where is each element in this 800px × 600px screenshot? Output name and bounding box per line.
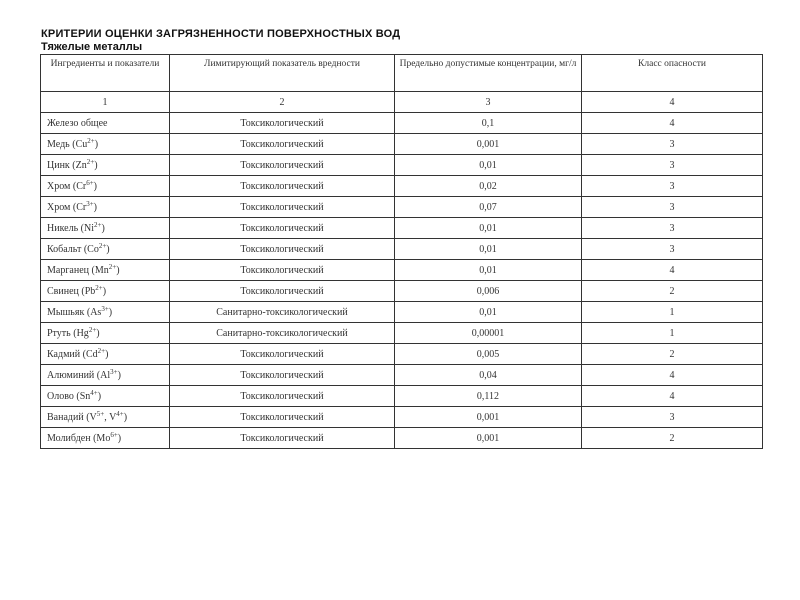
mpc-cell: 0,02 [395,176,582,197]
limiting-index-cell: Токсикологический [170,386,395,407]
limiting-index-cell: Токсикологический [170,134,395,155]
ingredient-name: Ванадий [47,411,84,423]
mpc-cell: 0,01 [395,218,582,239]
ion-symbol: Cd [85,348,98,360]
page-heading [41,28,400,54]
limiting-index-cell: Токсикологический [170,428,395,449]
ingredient-name: Хром [47,180,71,192]
hazard-class-cell: 4 [582,113,763,134]
table-row [41,386,763,407]
mpc-cell: 0,006 [395,281,582,302]
ingredient-name: Железо общее [47,117,108,129]
ingredient-name: Цинк [47,159,70,171]
table-row [41,323,763,344]
heavy-metals-table [40,54,763,449]
column-number: 4 [582,92,763,113]
column-number: 3 [395,92,582,113]
table-row [41,176,763,197]
hazard-class-cell: 2 [582,344,763,365]
ion-charge: 4+ [116,409,124,418]
ion-symbol: Al [100,369,111,381]
limiting-index-cell: Санитарно-токсикологический [170,323,395,344]
ingredient-cell: Свинец $(Pb^{2+})$ [41,281,170,302]
limiting-index-cell: Токсикологический [170,344,395,365]
table-row [41,197,763,218]
ingredient-cell: Молибден $(Mo^{6+})$ [41,428,170,449]
ion-symbol: Hg [76,327,89,339]
ion-symbol: Mn [94,264,109,276]
hazard-class-cell: 2 [582,281,763,302]
ingredient-name: Хром [47,201,71,213]
ion-symbol: As [90,306,102,318]
table-row [41,344,763,365]
ion-charge: 3+ [101,304,109,313]
ingredient-cell: Алюминий $(Al^{3+})$ [41,365,170,386]
table-row [41,302,763,323]
limiting-index-cell: Токсикологический [170,239,395,260]
ingredient-cell: Никель $(Ni^{2+})$ [41,218,170,239]
ion-charge: 2+ [97,346,106,355]
hazard-class-cell: 3 [582,218,763,239]
hazard-class-cell: 3 [582,197,763,218]
hazard-class-cell: 4 [582,365,763,386]
ingredient-name: Алюминий [47,369,95,381]
limiting-index-cell: Токсикологический [170,281,395,302]
table-row [41,407,763,428]
ion-charge: 2+ [88,325,97,334]
table-row [41,239,763,260]
mpc-cell: 0,001 [395,134,582,155]
ion-symbol: V [109,411,117,423]
column-numbering-row [41,92,763,113]
table-body [41,113,763,449]
column-header-limiting-index: Лимитирующий показатель вредности [170,55,395,92]
mpc-cell: 0,001 [395,428,582,449]
limiting-index-cell: Токсикологический [170,113,395,134]
ingredient-cell: Медь $(Cu^{2+})$ [41,134,170,155]
ingredient-name: Мышьяк [47,306,85,318]
ion-symbol: Cu [75,138,88,150]
table-header-row [41,55,763,92]
limiting-index-cell: Токсикологический [170,407,395,428]
ingredient-cell: Ртуть $(Hg^{2+})$ [41,323,170,344]
ion-symbol: Sn [79,390,91,402]
ingredient-name: Марганец [47,264,90,276]
column-header-hazard-class: Класс опасности [582,55,763,92]
limiting-index-cell: Санитарно-токсикологический [170,302,395,323]
ingredient-cell: Олово $(Sn^{4+})$ [41,386,170,407]
table-row [41,155,763,176]
mpc-cell: 0,112 [395,386,582,407]
hazard-class-cell: 4 [582,386,763,407]
ion-charge: 6+ [110,430,118,439]
ingredient-name: Кобальт [47,243,82,255]
ion-charge: 5+ [96,409,105,418]
limiting-index-cell: Токсикологический [170,218,395,239]
ion-symbol: Ni [84,222,95,234]
table-row [41,428,763,449]
hazard-class-cell: 1 [582,302,763,323]
column-number: 1 [41,92,170,113]
column-header-ingredients: Ингредиенты и показатели [41,55,170,92]
ion-symbol: Mo [96,432,111,444]
mpc-cell: 0,07 [395,197,582,218]
ion-symbol: Cr [76,180,87,192]
ingredient-cell [41,113,170,134]
ion-charge: 2+ [95,283,103,292]
page-subtitle: Тяжелые металлы [41,41,143,53]
page-title: КРИТЕРИИ ОЦЕНКИ ЗАГРЯЗНЕННОСТИ ПОВЕРХНОСТНЫХ ВОД [41,28,401,40]
ingredient-cell: Ванадий ($V^{5+}$, $V^{4+}$) [41,407,170,428]
limiting-index-cell: Токсикологический [170,176,395,197]
ingredient-cell: Хром $(Cr^{6+})$ [41,176,170,197]
limiting-index-cell: Токсикологический [170,365,395,386]
ingredient-name: Олово [47,390,74,402]
table-row [41,260,763,281]
column-header-mpc: Предельно допустимые концентрации, мг/л [395,55,582,92]
ingredient-cell: Хром $(Cr^{3+})$ [41,197,170,218]
ingredient-name: Молибден [47,432,91,444]
ingredient-cell: Кадмий $(Cd^{2+})$ [41,344,170,365]
ingredient-cell: Цинк $(Zn^{2+})$ [41,155,170,176]
mpc-cell: 0,00001 [395,323,582,344]
ingredient-name: Кадмий [47,348,81,360]
ingredient-cell: Мышьяк $(As^{3+})$ [41,302,170,323]
metals-table-container [40,54,762,449]
ion-charge: 2+ [108,262,117,271]
mpc-cell: 0,1 [395,113,582,134]
table-row [41,365,763,386]
mpc-cell: 0,01 [395,239,582,260]
ion-symbol: Co [87,243,99,255]
ion-charge: 2+ [86,157,95,166]
ingredient-name: Никель [47,222,79,234]
ingredient-cell: Марганец $(Mn^{2+})$ [41,260,170,281]
ion-symbol: Cr [76,201,87,213]
limiting-index-cell: Токсикологический [170,260,395,281]
ion-symbol: V [89,411,97,423]
ion-charge: 6+ [86,178,94,187]
hazard-class-cell: 4 [582,260,763,281]
hazard-class-cell: 1 [582,323,763,344]
ion-charge: 3+ [86,199,94,208]
ion-symbol: Zn [75,159,87,171]
ion-charge: 2+ [94,220,102,229]
ingredient-name: Ртуть [47,327,71,339]
table-row [41,218,763,239]
ion-charge: 2+ [98,241,107,250]
hazard-class-cell: 3 [582,407,763,428]
ion-charge: 4+ [90,388,98,397]
mpc-cell: 0,01 [395,302,582,323]
table-row [41,281,763,302]
mpc-cell: 0,001 [395,407,582,428]
hazard-class-cell: 3 [582,155,763,176]
hazard-class-cell: 2 [582,428,763,449]
hazard-class-cell: 3 [582,176,763,197]
limiting-index-cell: Токсикологический [170,197,395,218]
limiting-index-cell: Токсикологический [170,155,395,176]
hazard-class-cell: 3 [582,134,763,155]
ingredient-name: Свинец [47,285,79,297]
table-row [41,113,763,134]
hazard-class-cell: 3 [582,239,763,260]
ion-charge: 3+ [110,367,118,376]
column-number: 2 [170,92,395,113]
mpc-cell: 0,005 [395,344,582,365]
ion-charge: 2+ [87,136,95,145]
mpc-cell: 0,01 [395,155,582,176]
mpc-cell: 0,04 [395,365,582,386]
ingredient-name: Медь [47,138,70,150]
ion-symbol: Pb [84,285,96,297]
mpc-cell: 0,01 [395,260,582,281]
ingredient-cell: Кобальт $(Co^{2+})$ [41,239,170,260]
table-row [41,134,763,155]
